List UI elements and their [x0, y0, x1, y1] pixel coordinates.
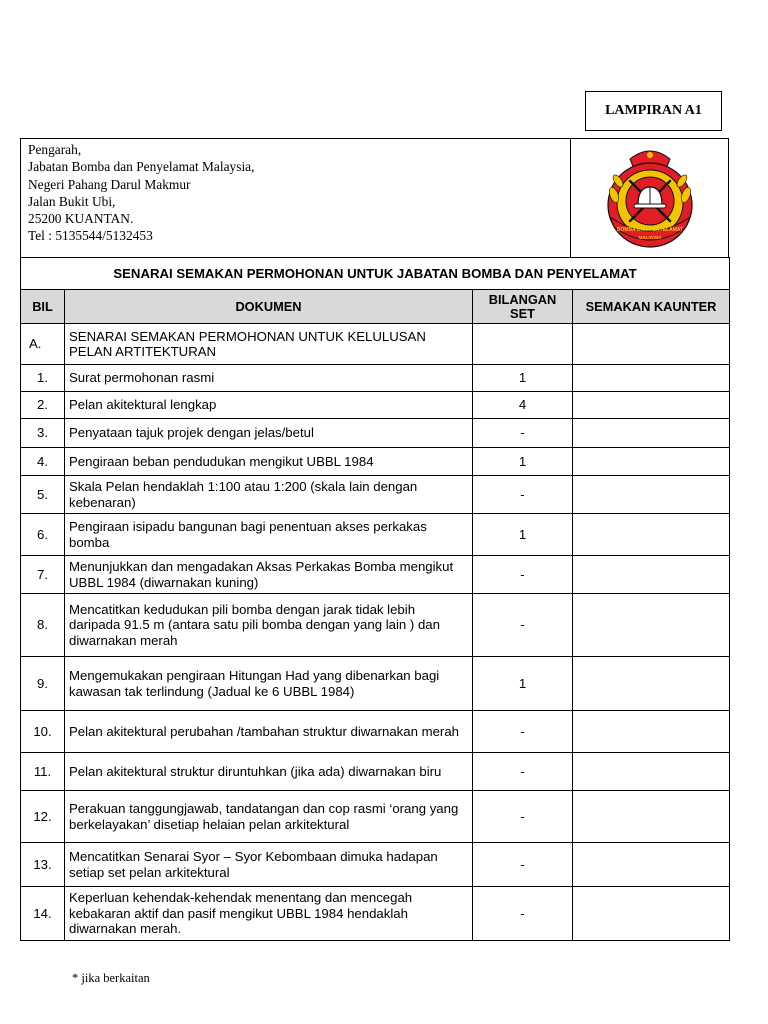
row-semakan-kaunter — [573, 753, 730, 791]
row-bilangan-set: 1 — [473, 448, 573, 476]
row-semakan-kaunter — [573, 448, 730, 476]
row-semakan-kaunter — [573, 392, 730, 419]
row-dokumen: Pelan akitektural perubahan /tambahan struktur diwarnakan merah — [65, 711, 473, 753]
row-dokumen: Mengemukakan pengiraan Hitungan Had yang dibenarkan bagi kawasan tak terlindung (Jadual ke 6 UBBL 1984) — [65, 657, 473, 711]
table-row — [21, 448, 730, 476]
row-bil: 13. — [21, 843, 65, 887]
address-block — [21, 139, 571, 257]
table-header-row — [21, 290, 730, 324]
table-row — [21, 514, 730, 556]
table-row — [21, 843, 730, 887]
row-bil: 14. — [21, 887, 65, 941]
row-semakan-kaunter — [573, 843, 730, 887]
footnote: * jika berkaitan — [72, 971, 150, 985]
row-dokumen: SENARAI SEMAKAN PERMOHONAN UNTUK KELULUSAN PELAN ARTITEKTURAN — [65, 324, 473, 365]
row-bilangan-set: - — [473, 753, 573, 791]
row-bilangan-set: - — [473, 711, 573, 753]
row-semakan-kaunter — [573, 594, 730, 657]
address-line: Tel : 5135544/5132453 — [28, 228, 153, 244]
table-row — [21, 324, 730, 365]
table-row — [21, 791, 730, 843]
row-bil: 1. — [21, 365, 65, 392]
row-semakan-kaunter — [573, 887, 730, 941]
row-bil: 11. — [21, 753, 65, 791]
row-dokumen: Pelan akitektural struktur diruntuhkan (jika ada) diwarnakan biru — [65, 753, 473, 791]
row-bilangan-set — [473, 324, 573, 365]
row-bil: 3. — [21, 419, 65, 448]
row-semakan-kaunter — [573, 324, 730, 365]
row-bil: 12. — [21, 791, 65, 843]
table-row — [21, 887, 730, 941]
row-dokumen: Perakuan tanggungjawab, tandatangan dan cop rasmi ‘orang yang berkelayakan’ disetiap helaian pelan arkitektural — [65, 791, 473, 843]
row-bil: A. — [21, 324, 65, 365]
address-line: Negeri Pahang Darul Makmur — [28, 176, 191, 192]
row-semakan-kaunter — [573, 657, 730, 711]
row-bilangan-set: - — [473, 419, 573, 448]
table-row — [21, 419, 730, 448]
row-dokumen: Surat permohonan rasmi — [65, 365, 473, 392]
row-dokumen: Menunjukkan dan mengadakan Aksas Perkakas Bomba mengikut UBBL 1984 (diwarnakan kuning) — [65, 556, 473, 594]
row-bilangan-set: - — [473, 887, 573, 941]
row-dokumen: Pelan akitektural lengkap — [65, 392, 473, 419]
table-row — [21, 556, 730, 594]
row-bilangan-set: 1 — [473, 657, 573, 711]
bomba-crest-icon — [600, 145, 700, 251]
row-bil: 8. — [21, 594, 65, 657]
row-bilangan-set: 4 — [473, 392, 573, 419]
table-title: SENARAI SEMAKAN PERMOHONAN UNTUK JABATAN BOMBA DAN PENYELAMAT — [21, 258, 730, 290]
row-semakan-kaunter — [573, 419, 730, 448]
address-line: Jalan Bukit Ubi, — [28, 193, 116, 209]
logo-text: BOMBA DAN PENYELAMAT — [616, 227, 683, 233]
header-bil: BIL — [21, 290, 65, 324]
row-dokumen: Keperluan kehendak-kehendak menentang dan mencegah kebakaran aktif dan pasif mengikut UBBL 1984 hendaklah diwarnakan merah. — [65, 887, 473, 941]
logo-cell — [571, 139, 728, 257]
table-title-row — [21, 258, 730, 290]
row-semakan-kaunter — [573, 791, 730, 843]
table-row — [21, 753, 730, 791]
logo-subtext: MALAYSIA — [637, 235, 662, 240]
row-bil: 4. — [21, 448, 65, 476]
row-bilangan-set: 1 — [473, 365, 573, 392]
row-bil: 2. — [21, 392, 65, 419]
table-row — [21, 657, 730, 711]
row-dokumen: Mencatitkan Senarai Syor – Syor Kebombaan dimuka hadapan setiap set pelan arkitektural — [65, 843, 473, 887]
row-semakan-kaunter — [573, 514, 730, 556]
address-line: Jabatan Bomba dan Penyelamat Malaysia, — [28, 159, 255, 175]
row-bil: 7. — [21, 556, 65, 594]
row-bil: 10. — [21, 711, 65, 753]
checklist-table — [20, 257, 730, 941]
table-row — [21, 476, 730, 514]
row-semakan-kaunter — [573, 476, 730, 514]
row-bil: 5. — [21, 476, 65, 514]
row-dokumen: Mencatitkan kedudukan pili bomba dengan jarak tidak lebih daripada 91.5 m (antara satu pili bomba dengan yang lain ) dan diwarnakan merah — [65, 594, 473, 657]
row-bilangan-set: - — [473, 594, 573, 657]
header-semakan-kaunter: SEMAKAN KAUNTER — [573, 290, 730, 324]
lampiran-label: LAMPIRAN A1 — [585, 91, 722, 131]
row-bilangan-set: - — [473, 556, 573, 594]
row-bilangan-set: 1 — [473, 514, 573, 556]
row-dokumen: Pengiraan isipadu bangunan bagi penentuan akses perkakas bomba — [65, 514, 473, 556]
row-bilangan-set: - — [473, 476, 573, 514]
row-dokumen: Pengiraan beban pendudukan mengikut UBBL 1984 — [65, 448, 473, 476]
row-semakan-kaunter — [573, 556, 730, 594]
row-semakan-kaunter — [573, 711, 730, 753]
address-line: 25200 KUANTAN. — [28, 211, 134, 227]
row-bilangan-set: - — [473, 843, 573, 887]
table-row — [21, 711, 730, 753]
row-semakan-kaunter — [573, 365, 730, 392]
row-bil: 9. — [21, 657, 65, 711]
table-row — [21, 594, 730, 657]
row-bilangan-set: - — [473, 791, 573, 843]
table-row — [21, 392, 730, 419]
header-bilangan-set: BILANGAN SET — [473, 290, 573, 324]
header-box — [20, 138, 729, 258]
table-row — [21, 365, 730, 392]
row-dokumen: Penyataan tajuk projek dengan jelas/betul — [65, 419, 473, 448]
row-dokumen: Skala Pelan hendaklah 1:100 atau 1:200 (skala lain dengan kebenaran) — [65, 476, 473, 514]
row-bil: 6. — [21, 514, 65, 556]
header-dokumen: DOKUMEN — [65, 290, 473, 324]
address-line: Pengarah, — [28, 142, 82, 157]
